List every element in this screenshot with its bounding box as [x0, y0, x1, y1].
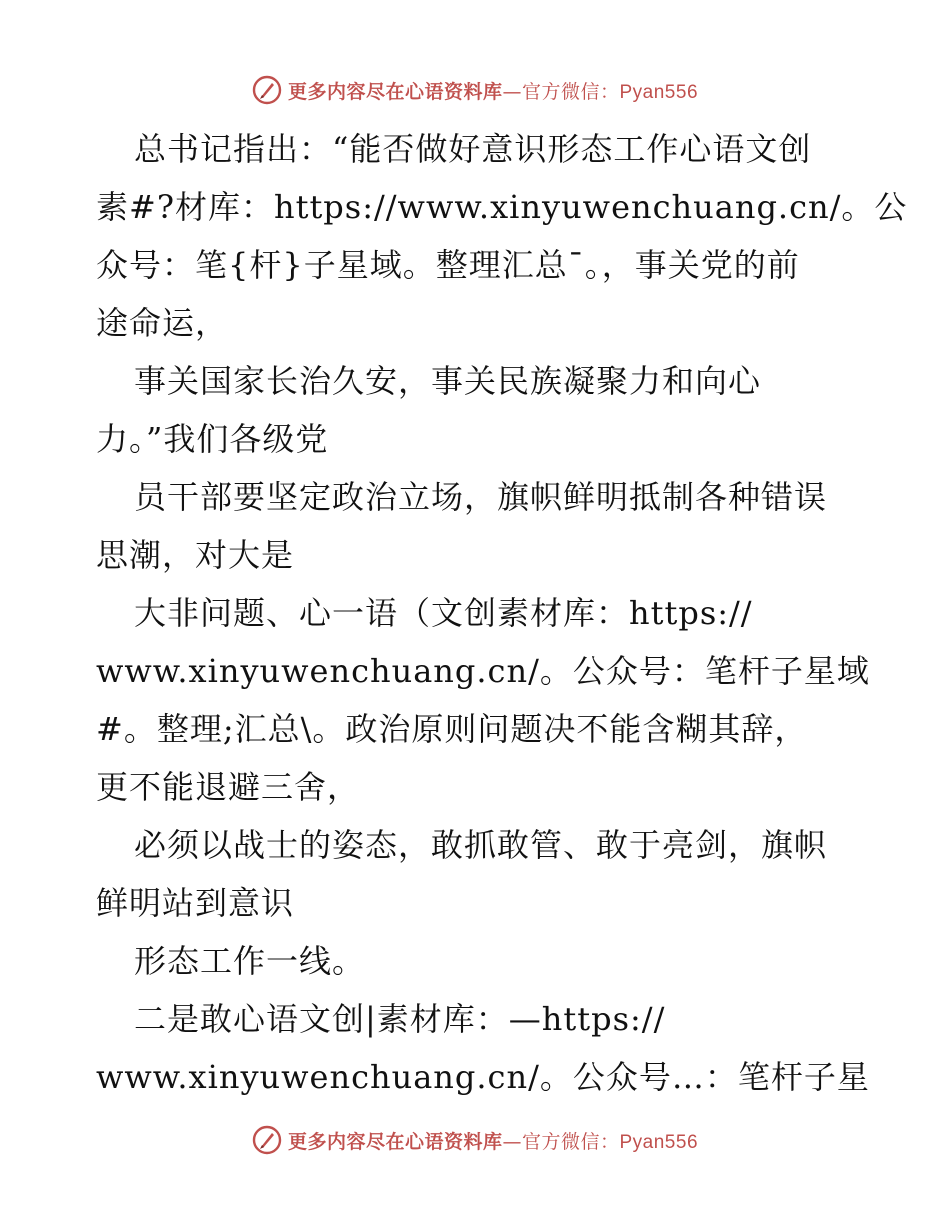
body-line: www.xinyuwenchuang.cn/。公众号…：笔杆子星	[96, 1058, 870, 1096]
body-line: 更不能退避三舍，	[96, 768, 361, 806]
footer-promo-text: 更多内容尽在心语资料库	[287, 1130, 503, 1153]
header-official-label: 官方微信：	[521, 80, 620, 103]
body-line: 形态工作一线。	[134, 942, 366, 980]
body-line: 员干部要坚定政治立场，旗帜鲜明抵制各种错误	[134, 478, 828, 516]
header-wechat-id: Pyan556	[619, 81, 699, 103]
body-line: 事关国家长治久安，事关民族凝聚力和向心	[134, 362, 762, 400]
footer-banner-content	[252, 1125, 698, 1155]
footer-wechat-id: Pyan556	[619, 1131, 699, 1153]
footer-official-label: 官方微信：	[521, 1130, 620, 1153]
header-promo-text: 更多内容尽在心语资料库	[287, 80, 503, 103]
body-line: 二是敢心语文创|素材库：—https://	[134, 1000, 666, 1038]
body-line: 力。”我们各级党	[96, 420, 329, 458]
footer-banner	[0, 1122, 950, 1158]
body-line: #。整理;汇总\。政治原则问题决不能含糊其辞，	[96, 710, 808, 748]
body-line: 大非问题、心一语（文创素材库：https://	[134, 594, 753, 632]
feather-pen-logo-icon	[252, 1125, 282, 1155]
body-line: 途命运，	[96, 304, 229, 342]
body-line: 必须以战士的姿态，敢抓敢管、敢于亮剑，旗帜	[134, 826, 828, 864]
header-banner-text	[288, 77, 698, 104]
footer-banner-text	[288, 1127, 698, 1154]
header-banner	[0, 72, 950, 108]
body-line: 思潮，对大是	[96, 536, 295, 574]
header-dash: —	[502, 80, 522, 103]
body-line: 众号：笔{杆}子星域。整理汇总¯。，事关党的前	[96, 246, 800, 284]
feather-pen-logo-icon	[252, 75, 282, 105]
header-banner-content	[252, 75, 698, 105]
footer-dash: —	[502, 1130, 522, 1153]
body-line: 素#?材库：https://www.xinyuwenchuang.cn/。公	[96, 188, 908, 226]
body-line: 鲜明站到意识	[96, 884, 295, 922]
body-line: www.xinyuwenchuang.cn/。公众号：笔杆子星域	[96, 652, 870, 690]
body-line: 总书记指出：“能否做好意识形态工作心语文创	[134, 130, 812, 168]
document-body	[96, 120, 908, 1106]
